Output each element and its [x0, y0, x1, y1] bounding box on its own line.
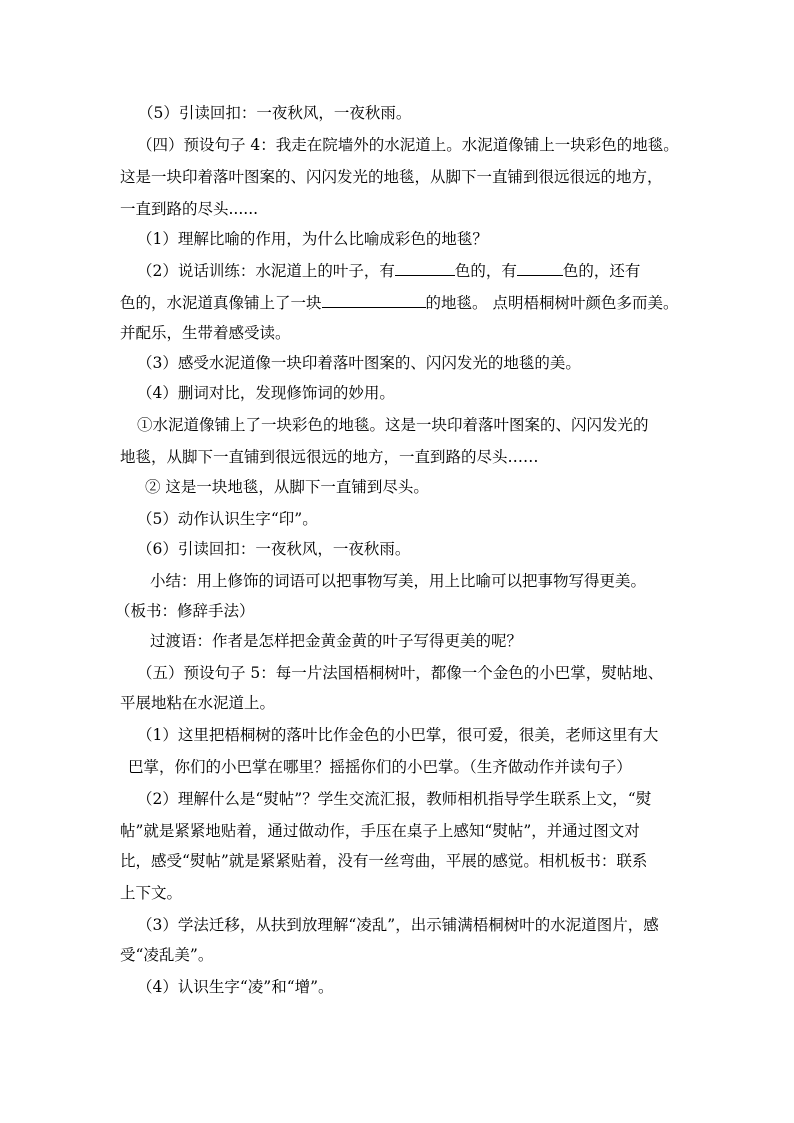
text-line: 一直到路的尽头......: [120, 200, 259, 218]
text-line: 巴掌，你们的小巴掌在哪里？摇摇你们的小巴掌。（生齐做动作并读句子）: [128, 758, 632, 776]
text-line: 地毯，从脚下一直铺到很远很远的地方，一直到路的尽头……: [120, 448, 539, 466]
text-line: 小结：用上修饰的词语可以把事物写美，用上比喻可以把事物写得更美。: [150, 572, 647, 590]
text-line: （五）预设句子 5：每一片法国梧桐树叶，都像一个金色的小巴掌，熨帖地、: [137, 664, 664, 682]
text-line: （1）理解比喻的作用，为什么比喻成彩色的地毯？: [137, 230, 488, 248]
text-line: （3）感受水泥道像一块印着落叶图案的、闪闪发光的地毯的美。: [137, 354, 581, 372]
fill-blank: [395, 260, 455, 276]
text-line: （四）预设句子 4：我走在院墙外的水泥道上。水泥道像铺上一块彩色的地毯。: [137, 136, 679, 154]
text-line: ② 这是一块地毯，从脚下一直铺到尽头。: [145, 478, 429, 496]
text-line: 平展地粘在水泥道上。: [120, 694, 276, 712]
fill-blank: [517, 260, 563, 276]
text-line: （4）认识生字“凌”和“增”。: [137, 978, 334, 996]
text-line: ①水泥道像铺上了一块彩色的地毯。这是一块印着落叶图案的、闪闪发光的: [137, 416, 649, 434]
text-line: 并配乐，生带着感受读。: [120, 324, 291, 342]
text-segment: 的地毯。 点明梧桐树叶颜色多而美。: [425, 294, 679, 312]
text-segment: 色的，还有: [562, 262, 641, 280]
text-line: （6）引读回扣：一夜秋风，一夜秋雨。: [137, 540, 411, 558]
text-segment: （2）说话训练：水泥道上的叶子，有: [137, 262, 395, 280]
text-line: （4）删词对比，发现修饰词的妙用。: [137, 384, 395, 402]
text-line: （5）引读回扣：一夜秋风，一夜秋雨。: [138, 104, 412, 122]
text-line: 受“凌乱美”。: [120, 946, 214, 964]
text-line: [120, 292, 678, 314]
text-line: （板书：修辞手法）: [115, 602, 255, 620]
text-line: （3）学法迁移，从扶到放理解“凌乱”，出示铺满梧桐树叶的水泥道图片，感: [137, 916, 659, 934]
text-line: 帖”就是紧紧地贴着，通过做动作，手压在桌子上感知“熨帖”，并通过图文对: [120, 822, 640, 840]
fill-blank: [322, 292, 426, 308]
text-segment: 色的，水泥道真像铺上了一块: [120, 294, 322, 312]
text-line: （1）这里把梧桐树的落叶比作金色的小巴掌，很可爱，很美，老师这里有大: [137, 726, 659, 744]
text-line: 比，感受“熨帖”就是紧紧贴着，没有一丝弯曲，平展的感觉。相机板书：联系: [120, 852, 648, 870]
text-line: 这是一块印着落叶图案的、闪闪发光的地毯，从脚下一直铺到很远很远的地方，: [120, 168, 663, 186]
text-line: 过渡语：作者是怎样把金黄金黄的叶子写得更美的呢？: [150, 632, 523, 650]
text-line: 上下文。: [120, 884, 183, 902]
text-line: （5）动作认识生字“印”。: [137, 510, 318, 528]
text-line: [137, 260, 640, 282]
text-line: （2）理解什么是“熨帖”？学生交流汇报，教师相机指导学生联系上文，“熨: [137, 790, 652, 808]
text-segment: 色的，有: [454, 262, 517, 280]
